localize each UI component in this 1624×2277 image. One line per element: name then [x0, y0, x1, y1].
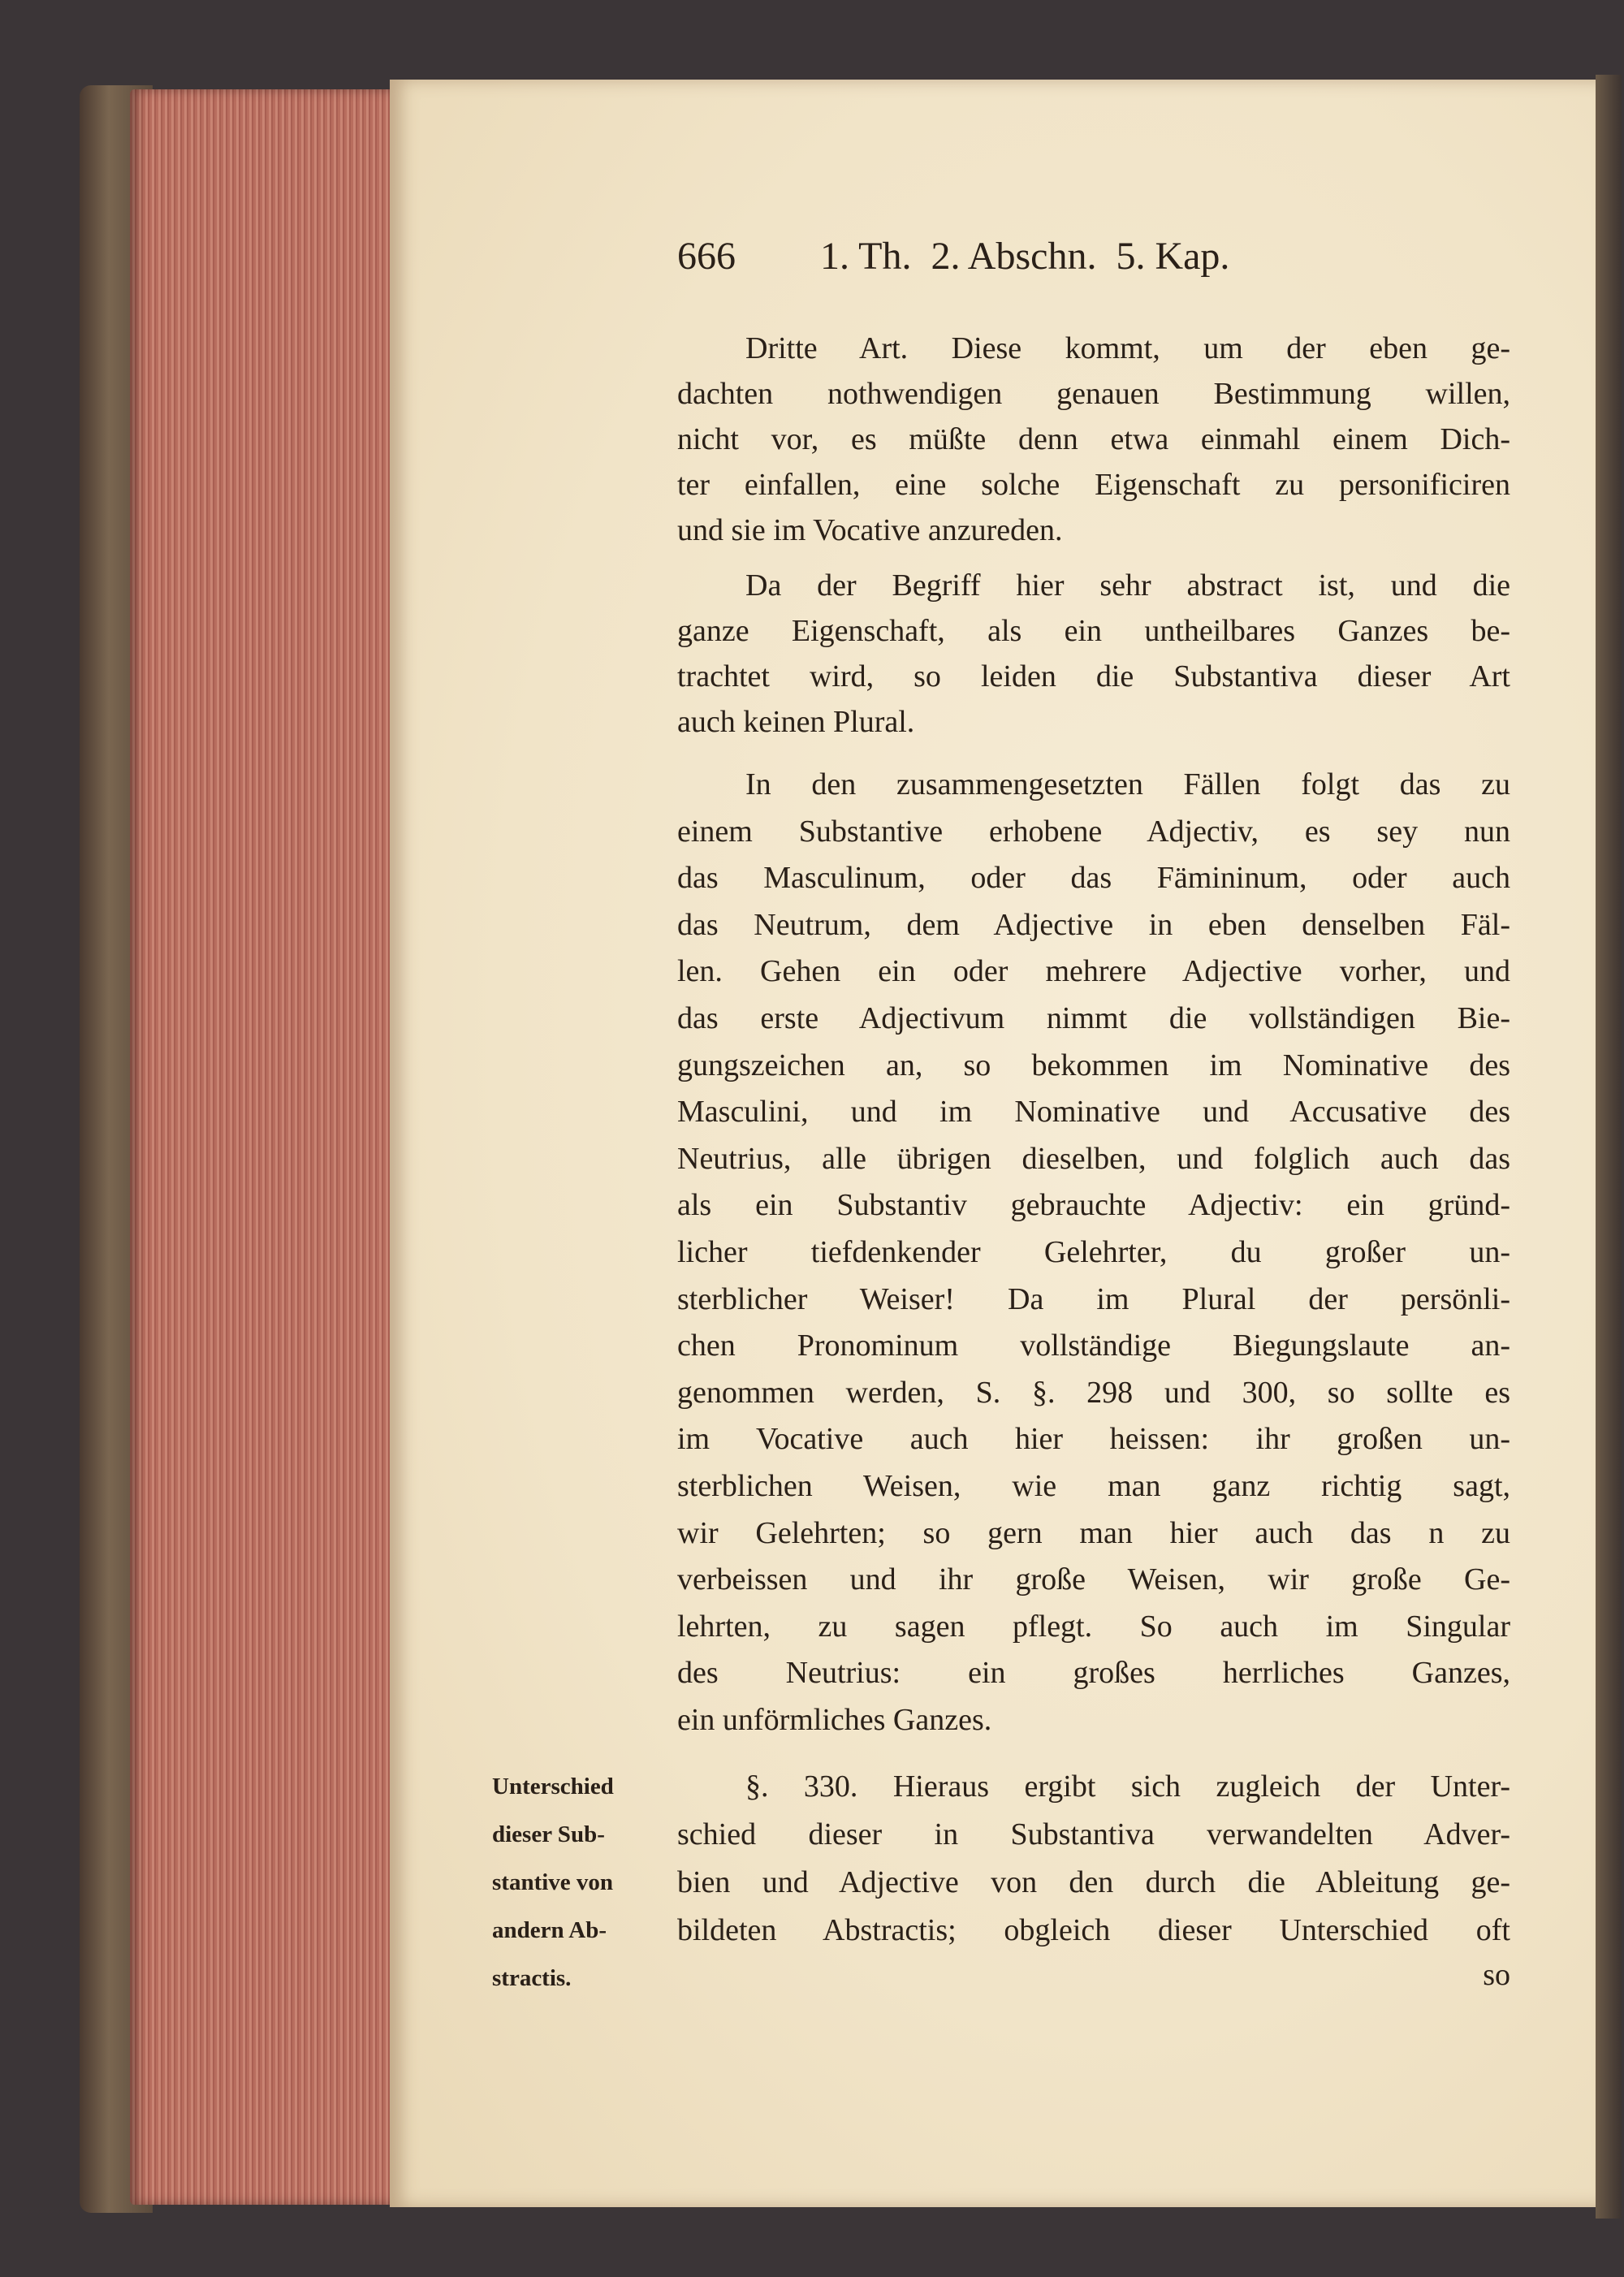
text-line: Masculini, und im Nominative und Accusative des	[677, 1095, 1510, 1130]
text-line: das Neutrum, dem Adjective in eben denselben Fäl-	[677, 907, 1510, 942]
margin-note-line: stantive von	[492, 1869, 614, 1895]
text-line: verbeissen und ihr große Weisen, wir große Ge-	[677, 1562, 1510, 1597]
margin-note-line: dieser Sub-	[492, 1821, 605, 1847]
text-line: im Vocative auch hier heissen: ihr großen un-	[677, 1422, 1510, 1457]
text-line: das Masculinum, oder das Fämininum, oder auch	[677, 861, 1510, 896]
margin-note-line: stractis.	[492, 1965, 572, 1991]
text-line: ein unförmliches Ganzes.	[677, 1703, 992, 1737]
text-line: licher tiefdenkender Gelehrter, du großer un-	[677, 1235, 1510, 1269]
text-line: das erste Adjectivum nimmt die vollständigen Bie-	[677, 1001, 1510, 1035]
text-line: bien und Adjective von den durch die Ableitung ge-	[677, 1865, 1510, 1899]
catchword: so	[1483, 1958, 1510, 1992]
text-line: schied dieser in Substantiva verwandelten Adver-	[677, 1817, 1510, 1851]
text-line: Neutrius, alle übrigen dieselben, und folglich auch das	[677, 1141, 1510, 1176]
text-line: nicht vor, es müßte denn etwa einmahl einem Dich-	[677, 422, 1510, 456]
margin-note-line: Unterschied	[492, 1774, 614, 1800]
text-line: Da der Begriff hier sehr abstract ist, und die	[745, 568, 1510, 603]
page-edges	[130, 89, 394, 2205]
text-line: dachten nothwendigen genauen Bestimmung willen,	[677, 377, 1510, 411]
text-line: lehrten, zu sagen pflegt. So auch im Singular	[677, 1609, 1510, 1644]
text-line: ganze Eigenschaft, als ein untheilbares Ganzes be-	[677, 614, 1510, 648]
book-cover-right	[1596, 75, 1622, 2219]
text-line: genommen werden, S. §. 298 und 300, so sollte es	[677, 1375, 1510, 1410]
page-number: 666	[677, 235, 736, 278]
text-line: wir Gelehrten; so gern man hier auch das n zu	[677, 1515, 1510, 1550]
text-line: sterblichen Weisen, wie man ganz richtig sagt,	[677, 1469, 1510, 1503]
text-line: sterblicher Weiser! Da im Plural der persönli-	[677, 1281, 1510, 1316]
text-line: len. Gehen ein oder mehrere Adjective vorher, und	[677, 954, 1510, 989]
running-title: 1. Th. 2. Abschn. 5. Kap.	[820, 235, 1230, 278]
text-line: In den zusammengesetzten Fällen folgt das zu	[745, 767, 1510, 801]
text-line: trachtet wird, so leiden die Substantiva dieser Art	[677, 659, 1510, 693]
text-line: einem Substantive erhobene Adjectiv, es sey nun	[677, 814, 1510, 849]
text-line: gungszeichen an, so bekommen im Nominative des	[677, 1048, 1510, 1082]
text-line: auch keinen Plural.	[677, 705, 915, 739]
text-line: und sie im Vocative anzureden.	[677, 513, 1063, 547]
text-line: des Neutrius: ein großes herrliches Ganzes,	[677, 1656, 1510, 1691]
text-line: als ein Substantiv gebrauchte Adjectiv: ein gründ-	[677, 1188, 1510, 1223]
margin-note-line: andern Ab-	[492, 1917, 607, 1943]
text-line: §. 330. Hieraus ergibt sich zugleich der Unter-	[745, 1769, 1510, 1804]
text-line: chen Pronominum vollständige Biegungslaute an-	[677, 1329, 1510, 1363]
text-line: ter einfallen, eine solche Eigenschaft zu personificiren	[677, 468, 1510, 502]
text-line: Dritte Art. Diese kommt, um der eben ge-	[745, 331, 1510, 365]
text-line: bildeten Abstractis; obgleich dieser Unterschied oft	[677, 1913, 1510, 1947]
